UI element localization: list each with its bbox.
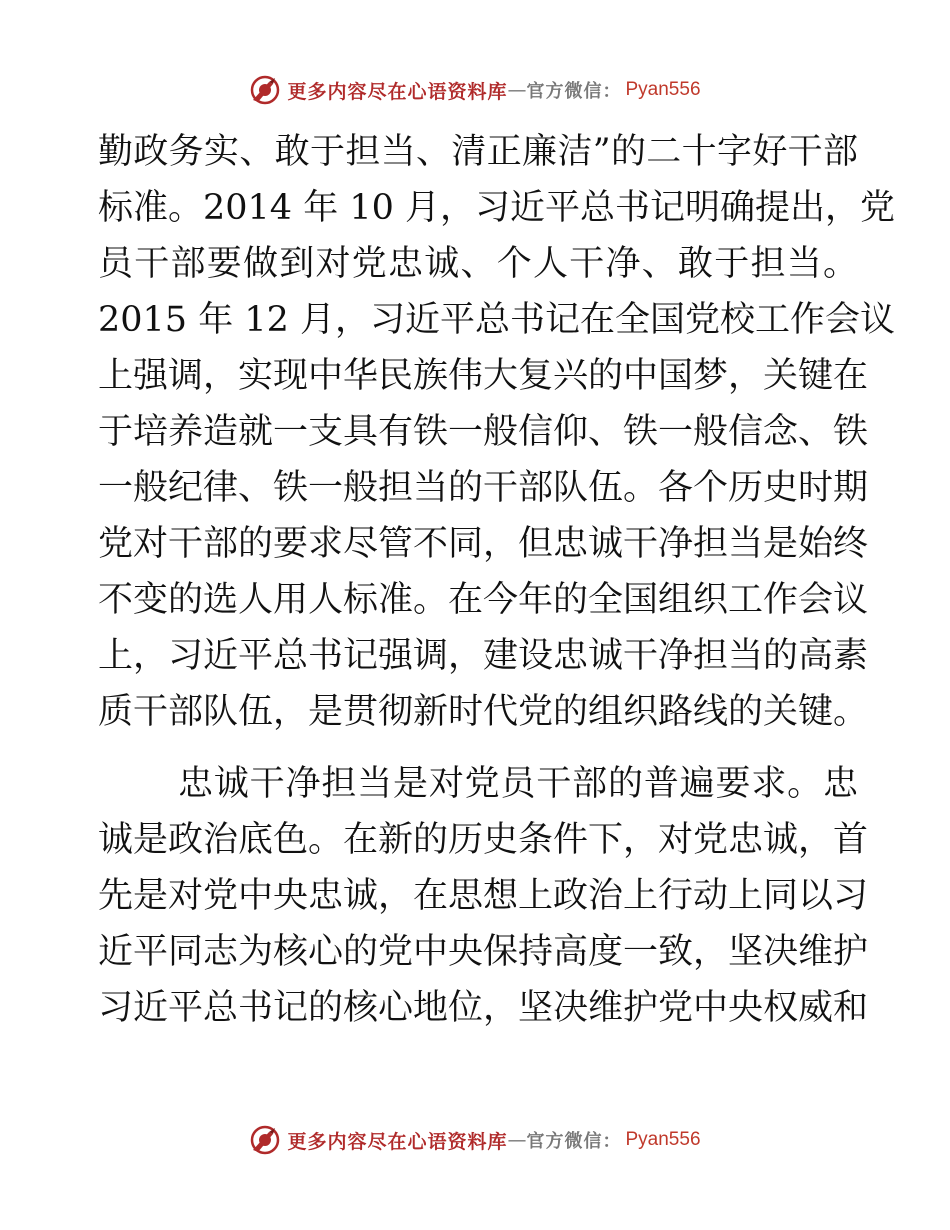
text-line: 党对干部的要求尽管不同，但忠诚干净担当是始终 [98, 524, 869, 564]
text-line: 标准。2014 年 10 月，习近平总书记明确提出，党 [98, 188, 895, 228]
text-line: 习近平总书记的核心地位，坚决维护党中央权威和 [98, 988, 869, 1028]
text-line: 近平同志为核心的党中央保持高度一致，坚决维护 [98, 932, 869, 972]
text-line: 上强调，实现中华民族伟大复兴的中国梦，关键在 [98, 356, 869, 396]
header-dash: — [507, 79, 527, 101]
text-line: 勤政务实、敢于担当、清正廉洁”的二十字好干部 [98, 132, 858, 172]
text-line: 不变的选人用人标准。在今年的全国组织工作会议 [98, 580, 869, 620]
text-line: 忠诚干净担当是对党员干部的普遍要求。忠 [178, 764, 858, 804]
text-line: 诚是政治底色。在新的历史条件下，对党忠诚，首 [98, 820, 869, 860]
footer-wechat-label: 官方微信： [526, 1131, 622, 1152]
header-brand-text: 更多内容尽在心语资料库 [287, 80, 508, 103]
header-wechat-id: Pyan556 [625, 79, 701, 100]
text-line: 于培养造就一支具有铁一般信仰、铁一般信念、铁 [98, 412, 869, 452]
text-line: 质干部队伍，是贯彻新时代党的组织路线的关键。 [98, 692, 869, 732]
header-wechat-label: 官方微信： [526, 81, 622, 102]
text-line: 先是对党中央忠诚，在思想上政治上行动上同以习 [98, 876, 869, 916]
brand-logo-icon [249, 74, 281, 106]
brand-logo-icon [249, 1124, 281, 1156]
footer-brand-text: 更多内容尽在心语资料库 [287, 1130, 508, 1153]
footer-wechat-id: Pyan556 [625, 1129, 701, 1150]
text-line: 上，习近平总书记强调，建设忠诚干净担当的高素 [98, 636, 869, 676]
text-line: 员干部要做到对党忠诚、个人干净、敢于担当。 [98, 244, 858, 284]
paragraph [98, 756, 869, 1036]
text-line: 一般纪律、铁一般担当的干部队伍。各个历史时期 [98, 468, 869, 508]
header-banner [0, 70, 950, 110]
footer-banner [0, 1120, 950, 1160]
document-body [98, 124, 895, 1036]
paragraph [98, 124, 895, 740]
text-line: 2015 年 12 月，习近平总书记在全国党校工作会议 [98, 300, 895, 340]
footer-dash: — [507, 1129, 527, 1151]
